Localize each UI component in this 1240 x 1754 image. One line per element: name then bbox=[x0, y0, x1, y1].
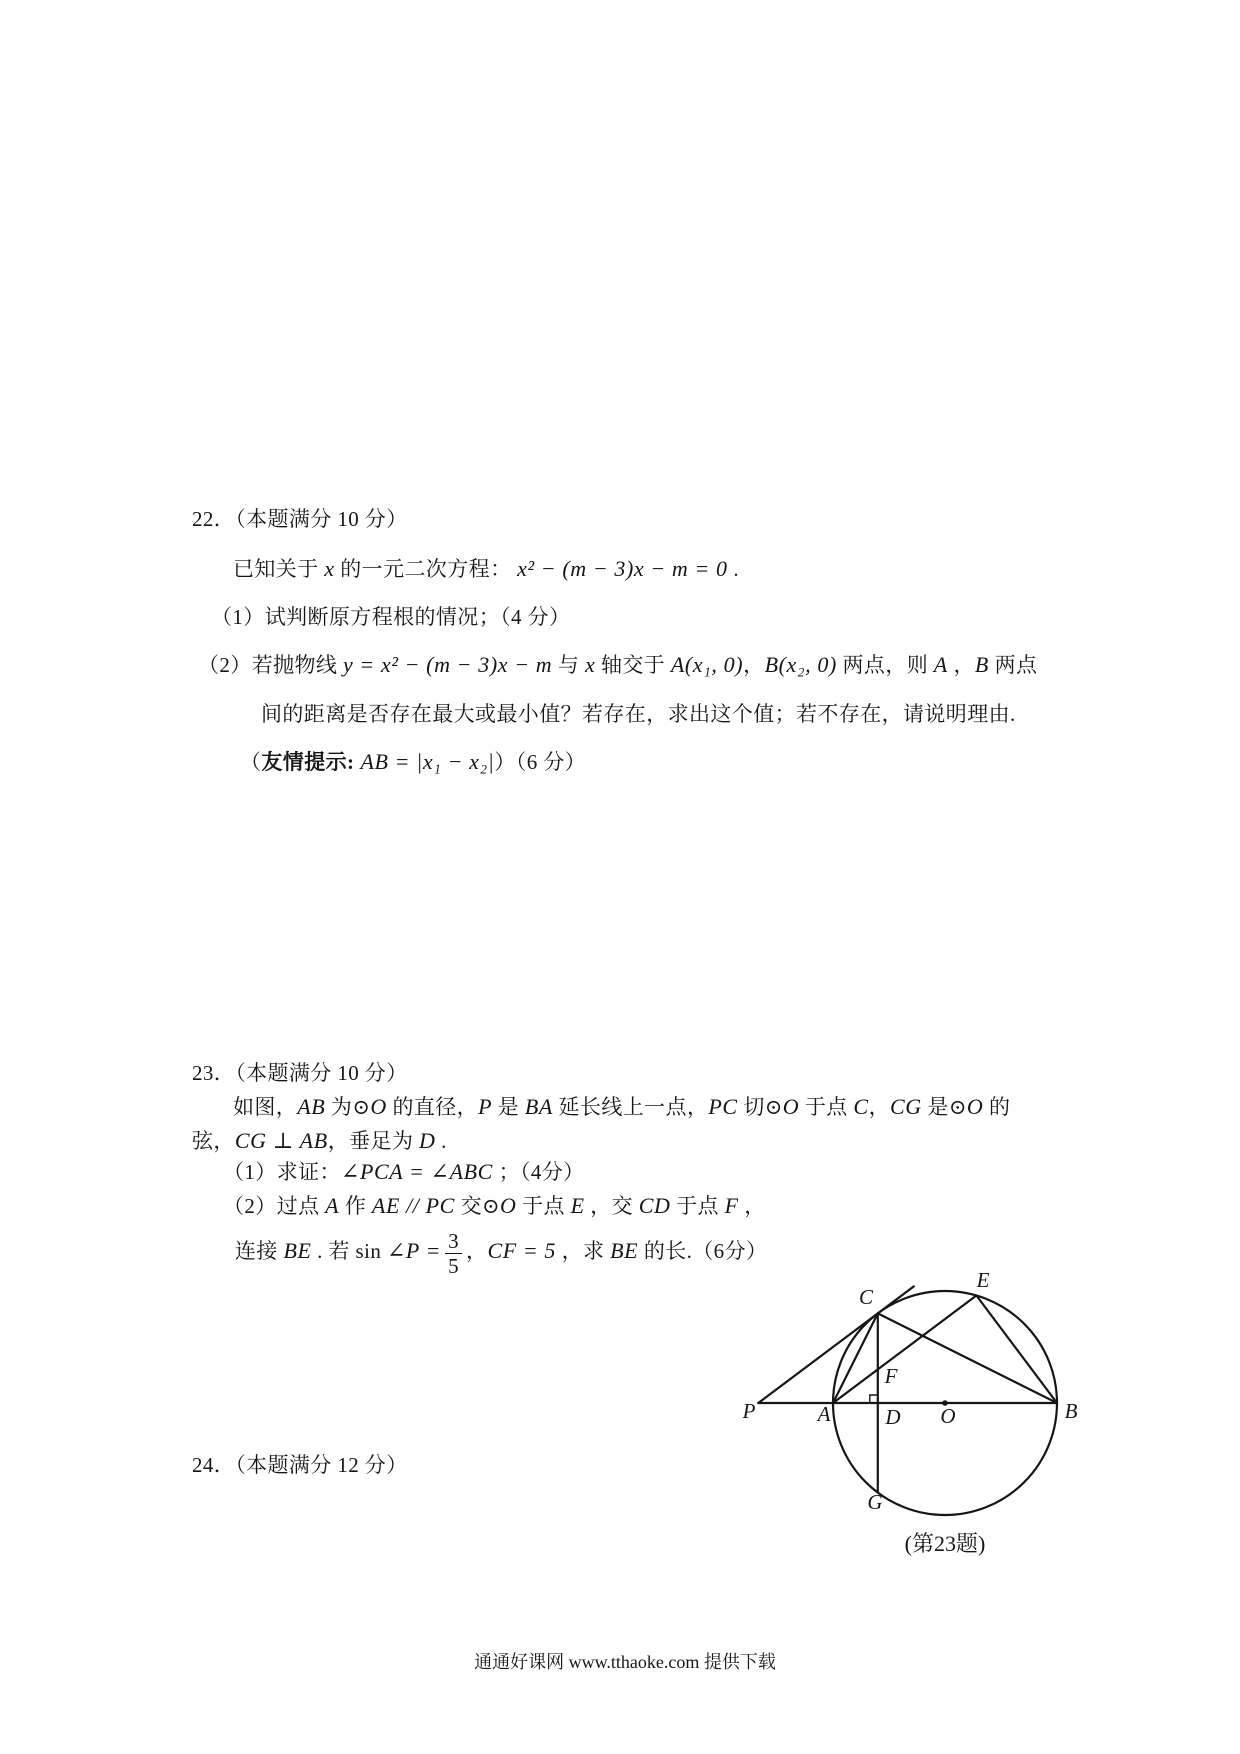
label-point-p: P bbox=[742, 1399, 756, 1423]
math-run: ∠PCA = ∠ABC bbox=[340, 1159, 493, 1184]
math-run: x² − (m − 3)x − m = 0 bbox=[517, 556, 728, 581]
text-run: . bbox=[435, 1129, 447, 1153]
label-point-c: C bbox=[858, 1285, 874, 1309]
text-run: 于点 bbox=[670, 1194, 725, 1218]
text-run: . bbox=[727, 557, 739, 581]
math-run: AB bbox=[297, 1094, 326, 1119]
q22-hint bbox=[240, 748, 586, 776]
text-run: （2）过点 bbox=[223, 1194, 326, 1218]
q22-part2-line2: 间的距离是否存在最大或最小值？若存在，求出这个值；若不存在，请说明理由. bbox=[261, 702, 1016, 726]
text-run: 于点 bbox=[799, 1095, 854, 1119]
right-angle-mark bbox=[870, 1395, 878, 1403]
q23-part3-lead bbox=[235, 1239, 441, 1263]
text-run: 已知关于 bbox=[233, 557, 325, 581]
label-point-b: B bbox=[1064, 1399, 1078, 1423]
math-run: D bbox=[419, 1128, 436, 1153]
math-run: A bbox=[933, 652, 948, 677]
q23-part1 bbox=[223, 1158, 585, 1186]
text-run: 的一元二次方程： bbox=[334, 557, 518, 581]
text-run: 的长.（6分） bbox=[638, 1239, 768, 1263]
math-run: x bbox=[584, 652, 596, 677]
text-run: 延长线上一点， bbox=[552, 1095, 709, 1119]
q23-part3-tail bbox=[466, 1239, 767, 1263]
text-run: 作 bbox=[339, 1194, 372, 1218]
q22-part1: （1）试判断原方程根的情况；（4 分） bbox=[211, 605, 571, 629]
label-point-o: O bbox=[940, 1404, 956, 1428]
text-run: 弦， bbox=[192, 1129, 235, 1153]
text-run: ，交 bbox=[584, 1194, 639, 1218]
text-run: 如图， bbox=[233, 1095, 298, 1119]
text-run: 两点，则 bbox=[836, 653, 934, 677]
math-run: C bbox=[853, 1094, 869, 1119]
text-run: （2）若抛物线 bbox=[198, 653, 343, 677]
math-run: CD bbox=[638, 1193, 671, 1218]
q23-stem-line2 bbox=[192, 1127, 447, 1155]
text-run: 为⊙ bbox=[325, 1095, 371, 1119]
hint-formula: AB = |x₁ − x₂| bbox=[354, 749, 495, 774]
chord-cb bbox=[878, 1313, 1057, 1403]
label-point-e: E bbox=[976, 1268, 990, 1292]
chord-eb bbox=[976, 1296, 1057, 1404]
math-run: O bbox=[782, 1094, 800, 1119]
text-run: 的 bbox=[983, 1095, 1011, 1119]
text-run: 与 bbox=[552, 653, 585, 677]
math-run: y = x² − (m − 3)x − m bbox=[342, 652, 553, 677]
fraction-three-fifths bbox=[445, 1229, 462, 1278]
math-run: P bbox=[478, 1094, 493, 1119]
text-run: 于点 bbox=[516, 1194, 571, 1218]
text-run: ，求 bbox=[556, 1239, 611, 1263]
label-point-g: G bbox=[867, 1490, 883, 1514]
hint-open-paren: （ bbox=[240, 750, 262, 774]
math-run: CF = 5 bbox=[487, 1238, 556, 1263]
math-run: A bbox=[325, 1193, 340, 1218]
math-run: E bbox=[570, 1193, 585, 1218]
math-run: F bbox=[724, 1193, 739, 1218]
text-run: 切⊙ bbox=[737, 1095, 783, 1119]
math-run: AE // PC bbox=[371, 1193, 455, 1218]
text-run: . 若 sin bbox=[311, 1239, 387, 1263]
text-run: ， bbox=[868, 1095, 891, 1119]
text-run: 的直径， bbox=[386, 1095, 479, 1119]
math-run: BE bbox=[283, 1238, 312, 1263]
math-run: B(x₂, 0) bbox=[764, 652, 837, 677]
text-run: ；（4分） bbox=[492, 1160, 585, 1184]
math-run: BE bbox=[610, 1238, 639, 1263]
geometry-figure bbox=[735, 1265, 1095, 1525]
q23-stem-line1 bbox=[233, 1093, 1010, 1121]
chord-ca bbox=[833, 1313, 878, 1403]
text-run: 交⊙ bbox=[454, 1194, 500, 1218]
q23-part2 bbox=[223, 1192, 766, 1220]
math-run: CG ⊥ AB bbox=[234, 1128, 328, 1153]
text-run: 是⊙ bbox=[921, 1095, 967, 1119]
text-run: 连接 bbox=[235, 1239, 284, 1263]
text-run: ，垂足为 bbox=[327, 1129, 419, 1153]
text-run: 轴交于 bbox=[595, 653, 671, 677]
q24-header: 24．（本题满分 12 分） bbox=[192, 1453, 408, 1477]
fraction-numerator: 3 bbox=[445, 1229, 462, 1254]
text-run: （1）求证： bbox=[223, 1160, 341, 1184]
math-run: A(x₁, 0) bbox=[670, 652, 744, 677]
q22-part2-line1 bbox=[198, 651, 1037, 679]
page-footer: 通通好课网 www.tthaoke.com 提供下载 bbox=[474, 1652, 776, 1672]
label-point-f: F bbox=[884, 1364, 898, 1388]
math-run: O bbox=[499, 1193, 517, 1218]
q23-header: 23．（本题满分 10 分） bbox=[192, 1061, 408, 1085]
q23-part2-continued bbox=[235, 1226, 767, 1276]
text-run: ， bbox=[947, 653, 975, 677]
text-run: ， bbox=[466, 1239, 488, 1263]
q22-header: 22．（本题满分 10 分） bbox=[192, 507, 408, 531]
hint-label: 友情提示: bbox=[261, 750, 355, 774]
math-run: B bbox=[974, 652, 989, 677]
math-run: CG bbox=[890, 1094, 922, 1119]
figure-caption: (第23题) bbox=[904, 1531, 986, 1556]
math-run: PC bbox=[708, 1094, 738, 1119]
text-run: ， bbox=[738, 1194, 766, 1218]
text-run: 是 bbox=[492, 1095, 525, 1119]
label-point-a: A bbox=[817, 1402, 831, 1426]
chord-ae bbox=[833, 1296, 976, 1404]
math-run: BA bbox=[524, 1094, 553, 1119]
q22-stem bbox=[233, 555, 739, 583]
math-run: x bbox=[324, 556, 335, 581]
hint-score: ）（6 分） bbox=[494, 750, 587, 774]
text-run: 两点 bbox=[988, 653, 1038, 677]
label-point-d: D bbox=[885, 1405, 901, 1429]
fraction-denominator: 5 bbox=[448, 1253, 460, 1278]
math-run: O bbox=[370, 1094, 387, 1119]
text-run: ， bbox=[743, 653, 765, 677]
math-run: O bbox=[966, 1094, 984, 1119]
math-run: ∠P = bbox=[386, 1238, 442, 1263]
